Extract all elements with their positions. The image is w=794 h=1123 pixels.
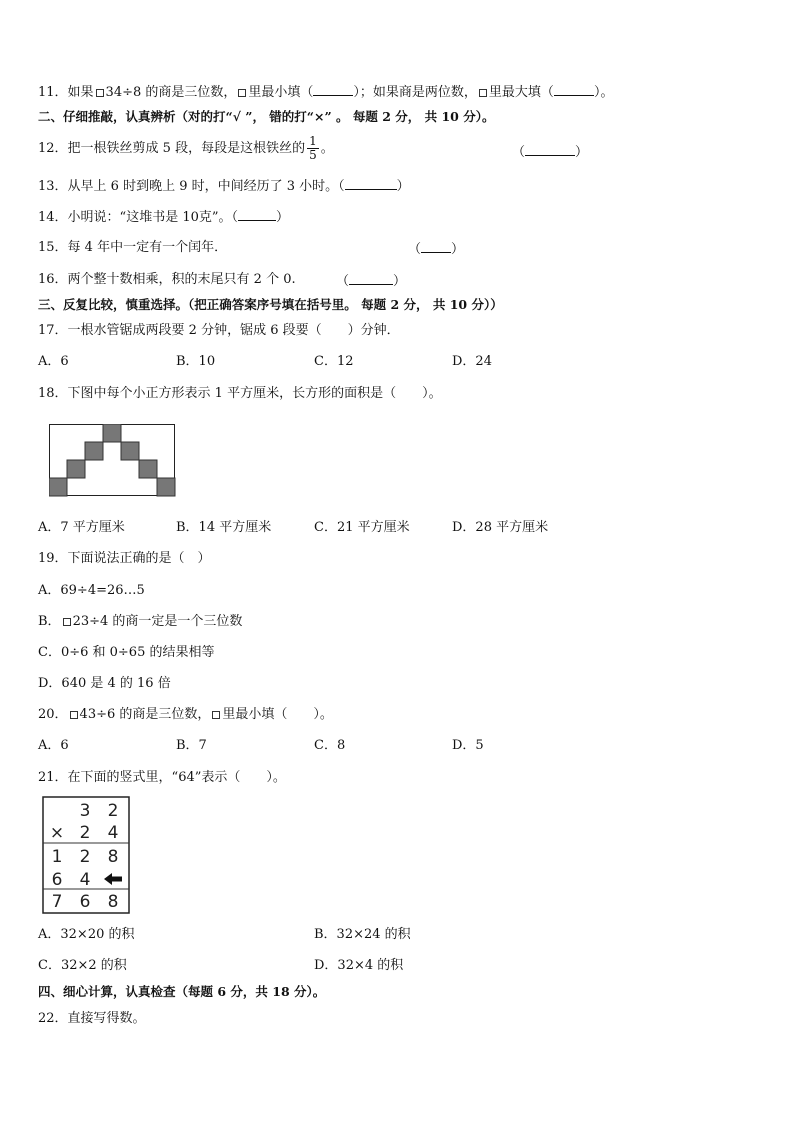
question-21: 21．在下面的竖式里，“64”表示（ ）。 xyxy=(38,770,286,785)
answer-blank[interactable] xyxy=(554,83,594,96)
option-a[interactable]: A．6 xyxy=(38,738,69,753)
section-2-heading: 二、仔细推敲，认真辨析（对的打“√ ”， 错的打“×” 。 每题 2 分， 共 10 分）。 xyxy=(38,109,495,124)
option-a[interactable]: A．32×20 的积 xyxy=(38,927,135,942)
option-b[interactable]: B．14 平方厘米 xyxy=(176,520,272,535)
question-22: 22．直接写得数。 xyxy=(38,1011,146,1026)
question-17: 17．一根水管锯成两段要 2 分钟，锯成 6 段要（ ）分钟． xyxy=(38,323,400,338)
blank-square xyxy=(63,618,71,626)
staircase-figure xyxy=(49,424,176,497)
option-b[interactable]: B．10 xyxy=(176,354,216,369)
section-4-heading: 四、细心计算，认真检查（每题 6 分，共 18 分）。 xyxy=(38,984,326,999)
answer-paren-15[interactable]: （ ） xyxy=(408,242,465,257)
digit: 2 xyxy=(79,823,91,843)
option-c[interactable]: C．8 xyxy=(314,738,346,753)
option-c[interactable]: C．12 xyxy=(314,354,354,369)
unit-square xyxy=(139,460,157,478)
question-12: 12．把一根铁丝剪成 5 段，每段是这根铁丝的 $\frac{1}{5}$ 。 xyxy=(38,134,334,162)
question-19: 19．下面说法正确的是（ ） xyxy=(38,551,211,566)
section-3-heading: 三、反复比较，慎重选择。（把正确答案序号填在括号里。 每题 2 分， 共 10 分）） xyxy=(38,297,503,312)
option-c[interactable]: C．0÷6 和 0÷65 的结果相等 xyxy=(38,645,215,660)
option-c[interactable]: C．21 平方厘米 xyxy=(314,520,410,535)
option-a[interactable]: A．7 平方厘米 xyxy=(38,520,125,535)
digit: 1 xyxy=(51,847,63,867)
unit-square xyxy=(85,442,103,460)
answer-paren-16[interactable]: （ ） xyxy=(336,274,407,289)
option-d[interactable]: D．24 xyxy=(452,354,492,369)
question-16: 16．两个整十数相乘，积的末尾只有 2 个 0. xyxy=(38,272,296,287)
option-d[interactable]: D．5 xyxy=(452,738,484,753)
blank-square xyxy=(96,89,104,97)
option-d[interactable]: D．32×4 的积 xyxy=(314,958,404,973)
digit: 2 xyxy=(79,847,91,867)
question-11: 11．如果 34÷8 的商是三位数， 里最小填（ ）；如果商是两位数， 里最大填（ ）。 xyxy=(38,85,614,100)
fraction: $\frac{1}{5}$ xyxy=(309,134,317,162)
option-c[interactable]: C．32×2 的积 xyxy=(38,958,127,973)
blank-square xyxy=(479,89,487,97)
digit: 8 xyxy=(107,847,119,867)
question-15: 15．每 4 年中一定有一个闰年． xyxy=(38,240,228,255)
unit-square xyxy=(157,478,175,496)
digit: 4 xyxy=(79,870,91,890)
option-b[interactable]: B．32×24 的积 xyxy=(314,927,411,942)
digit: 7 xyxy=(51,892,63,912)
option-d[interactable]: D．640 是 4 的 16 倍 xyxy=(38,676,171,691)
digit: 2 xyxy=(107,801,119,821)
blank-square xyxy=(238,89,246,97)
digit: 6 xyxy=(79,892,91,912)
question-14: 14．小明说：“这堆书是 10克”。（ ） xyxy=(38,210,290,225)
option-d[interactable]: D．28 平方厘米 xyxy=(452,520,549,535)
option-b[interactable]: B．7 xyxy=(176,738,207,753)
question-18: 18．下图中每个小正方形表示 1 平方厘米，长方形的面积是（ ）。 xyxy=(38,386,442,401)
question-13: 13．从早上 6 时到晚上 9 时，中间经历了 3 小时。（ ） xyxy=(38,179,410,194)
unit-square xyxy=(67,460,85,478)
blank-square xyxy=(70,711,78,719)
vertical-multiplication xyxy=(42,796,130,914)
answer-blank[interactable] xyxy=(238,208,276,221)
option-a[interactable]: A．69÷4=26…5 xyxy=(38,583,145,598)
digit: 4 xyxy=(107,823,119,843)
answer-blank[interactable] xyxy=(345,177,397,190)
unit-square xyxy=(49,478,67,496)
digit: 8 xyxy=(107,892,119,912)
digit: 3 xyxy=(79,801,91,821)
option-b[interactable]: B． 23÷4 的商一定是一个三位数 xyxy=(38,614,243,629)
unit-square xyxy=(103,424,121,442)
answer-paren-12[interactable]: （ ） xyxy=(512,145,589,160)
question-20: 20． 43÷6 的商是三位数， 里最小填（ ）。 xyxy=(38,707,333,722)
digit: 6 xyxy=(51,870,63,890)
unit-square xyxy=(121,442,139,460)
option-a[interactable]: A．6 xyxy=(38,354,69,369)
blank-square xyxy=(212,711,220,719)
times-sign: × xyxy=(49,823,65,843)
answer-blank[interactable] xyxy=(313,83,353,96)
